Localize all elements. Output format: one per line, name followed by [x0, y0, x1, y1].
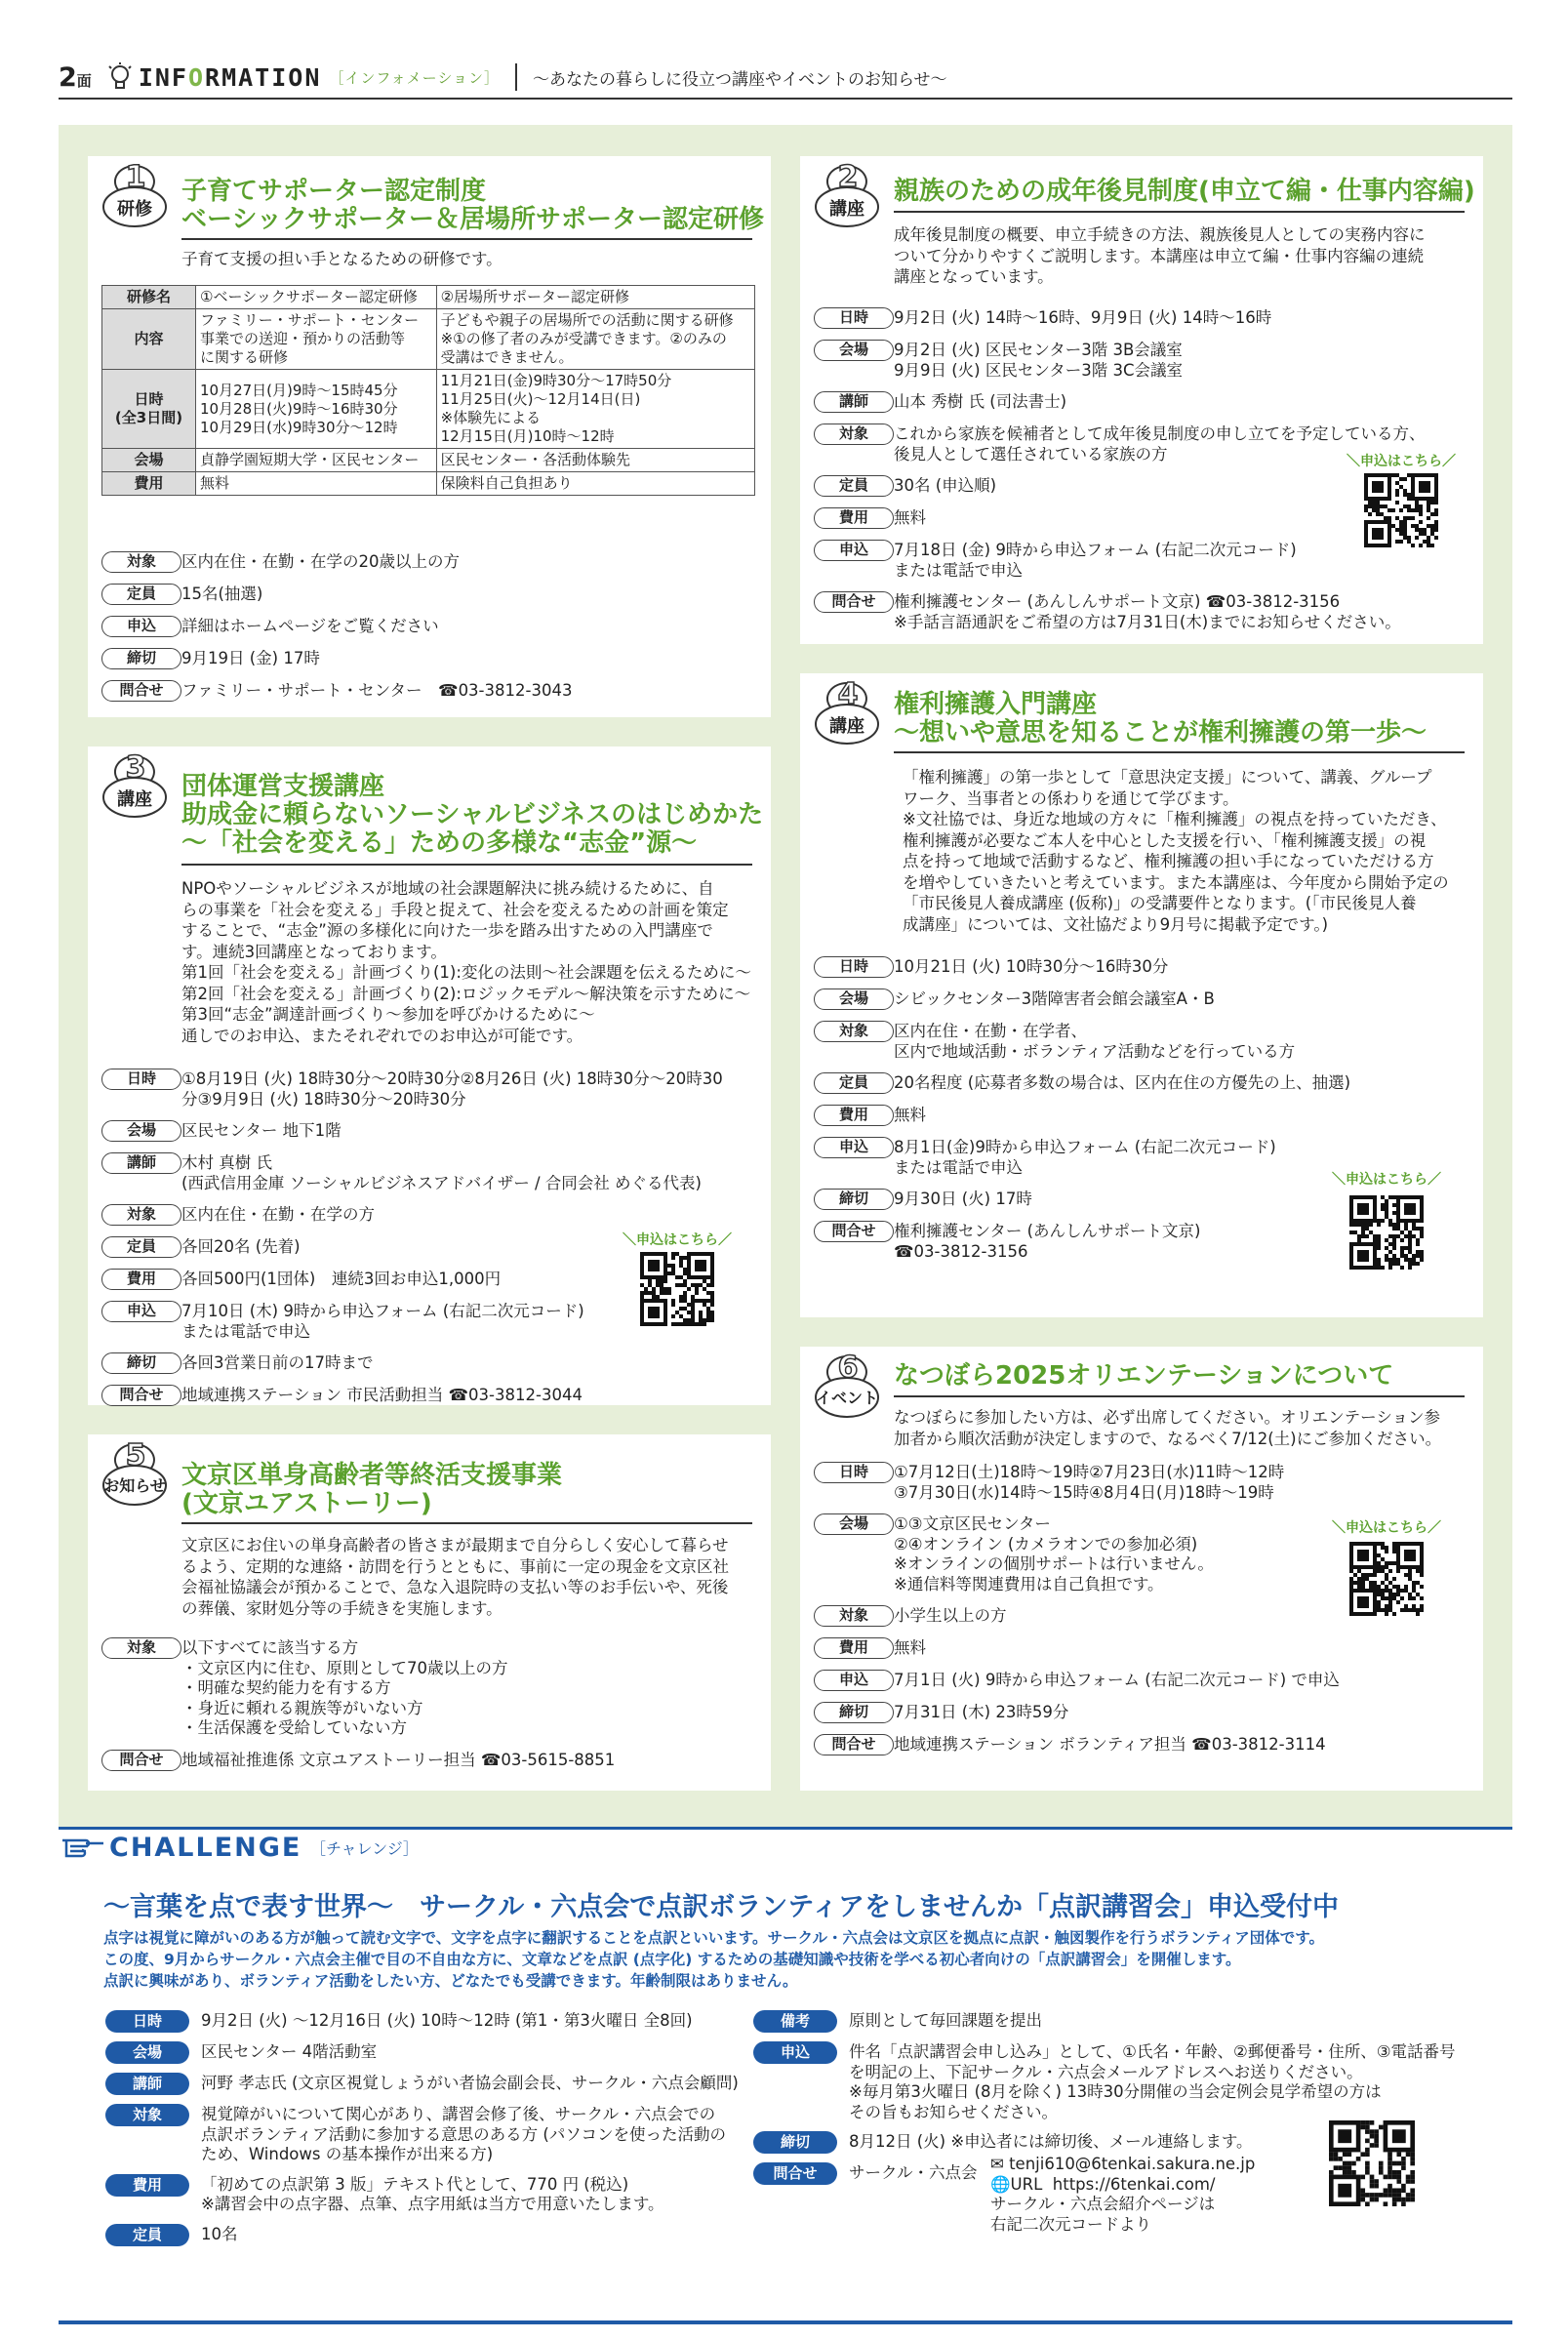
row-label: 日時	[105, 2010, 189, 2033]
row-value: 無料	[894, 508, 926, 527]
row-label: 定員	[814, 475, 894, 497]
row-value: サークル・六点会	[849, 2163, 978, 2182]
challenge-intro: 点字は視覚に障がいのある方が触って読む文字で、文字を点字に翻訳することを点訳といいます。サークル・六点会は文京区を拠点に点訳・触図製作を行うボランティア団体です。 この度、9月からサークル・六点会主催で目の不自由な方に、文章などを点訳 (点字化) するための基礎知識や技術を学べる初心者向けの「点訳講習会」を開催します。 点訳に興味があり、ボランティア活動をしたい方、どなたでも受講できます。年齢制限はありません。	[103, 1929, 1325, 1990]
table-cell: 10月27日(月)9時～15時45分 10月28日(火)9時～16時30分 10月29日(水)9時30分～12時	[196, 370, 437, 449]
row-value: これから家族を候補者として成年後見制度の申し立てを予定している方、 後見人として選任されている家族の方	[894, 424, 1426, 464]
challenge-title: CHALLENGE	[109, 1833, 302, 1863]
row-value: シビックセンター3階障害者会館会議室A・B	[894, 989, 1215, 1008]
row-label: 締切	[814, 1702, 894, 1723]
row-label: 対象	[101, 551, 181, 573]
challenge-kana: ［チャレンジ］	[310, 1839, 419, 1858]
row-label: 会場	[814, 1513, 894, 1535]
row-label: 問合せ	[814, 1734, 894, 1755]
row-label: 定員	[105, 2224, 189, 2246]
table-cell: 11月21日(金)9時30分～17時50分 11月25日(火)～12月14日(日) ※体験先による 12月15日(月)10時～12時	[436, 370, 754, 449]
badge-number: 4	[837, 677, 859, 711]
card-3	[88, 746, 771, 1405]
row-label: 申込	[101, 616, 181, 637]
title-underline	[894, 1395, 1465, 1397]
row-value: 7月18日 (金) 9時から申込フォーム (右記二次元コード) または電話で申込	[894, 541, 1297, 580]
row-label: 会場	[101, 1120, 181, 1142]
card-2	[800, 156, 1483, 644]
row-value: 区内在住・在勤・在学の20歳以上の方	[181, 552, 460, 571]
section-title: INFORMATION	[138, 62, 322, 92]
page-header	[59, 57, 1512, 100]
row-label: 対象	[101, 1204, 181, 1226]
number-badge	[814, 162, 880, 230]
challenge-headline: ～言葉を点で表す世界～ サークル・六点会で点訳ボランティアをしませんか「点訳講習会」申込受付中	[103, 1892, 1340, 1922]
row-value: 9月2日 (火) 14時～16時、9月9日 (火) 14時～16時	[894, 308, 1272, 327]
row-value: 「初めての点訳第 3 版」テキスト代として、770 円 (税込) ※講習会中の点字器、点筆、点字用紙は当方で用意いたします。	[201, 2174, 664, 2213]
badge-number: 6	[837, 1351, 859, 1385]
row-value: ①8月19日 (火) 18時30分～20時30分②8月26日 (火) 18時30分～20時30 分③9月9日 (火) 18時30分～20時30分	[181, 1069, 723, 1109]
row-value: 小学生以上の方	[894, 1606, 1007, 1625]
row-label: 講師	[101, 1152, 181, 1174]
row-label: 定員	[101, 1236, 181, 1258]
badge-category: イベント	[816, 1389, 879, 1407]
table-cell: 貞静学園短期大学・区民センター	[196, 449, 437, 472]
row-label: 申込	[101, 1301, 181, 1322]
row-value: 地域福祉推進係 文京ユアストーリー担当 ☎03-5615-8851	[181, 1750, 616, 1769]
row-label: 対象	[101, 1637, 181, 1659]
section-kana: ［インフォメーション］	[329, 68, 501, 87]
row-value: 9月30日 (火) 17時	[894, 1190, 1032, 1208]
card-intro: 成年後見制度の概要、申立手続きの方法、親族後見人としての実務内容に ついて分かりやすくご説明します。本講座は申立て編・仕事内容編の連続 講座となっています。	[894, 225, 1426, 286]
row-value: 区民センター 4階活動室	[201, 2042, 378, 2061]
card-intro: 「権利擁護」の第一歩として「意思決定支援」について、講義、グループ ワーク、当事者との係わりを通じて学びます。 ※文社協では、身近な地域の方々に「権利擁護」の視点を持っていただき、 権利擁護が必要なご本人を中心とした支援を行い、「権利擁護支援」の視 点を持って地域で活動するなど、権利擁護の担い手になっていただける方 を増やしていきたいと考えています。また本講座は、今年度から開始予定の 「市民後見人養成講座 (仮称)」の受講要件となります。(「市民後見人養 成講座」については、文社協だより9月号に掲載予定です。)	[903, 768, 1449, 934]
row-value: 20名程度 (応募者多数の場合は、区内在住の方優先の上、抽選)	[894, 1073, 1351, 1092]
card-title: 文京区単身高齢者等終活支援事業 (文京ユアストーリー)	[181, 1461, 563, 1518]
qr-label: ＼申込はこちら／	[1347, 454, 1456, 469]
table-cell: 無料	[196, 472, 437, 496]
row-value: 詳細はホームページをご覧ください	[181, 617, 439, 635]
qr-label: ＼申込はこちら／	[1332, 1172, 1441, 1188]
row-value: 権利擁護センター (あんしんサポート文京) ☎03-3812-3156	[894, 1222, 1201, 1261]
row-label: 会場	[105, 2041, 189, 2064]
row-value: 9月2日 (火) 区民センター3階 3B会議室 9月9日 (火) 区民センター3階 3C会議室	[894, 341, 1183, 380]
row-label: 費用	[814, 1637, 894, 1659]
row-value: 8月1日(金)9時から申込フォーム (右記二次元コード) または電話で申込	[894, 1138, 1276, 1177]
training-table	[101, 285, 755, 496]
table-row	[102, 472, 755, 496]
row-label: 日時	[101, 1069, 181, 1090]
row-value: 各回20名 (先着)	[181, 1237, 301, 1256]
badge-category: 研修	[117, 199, 152, 220]
page-number: 2面	[59, 61, 92, 93]
card-1	[88, 156, 771, 717]
row-label: 問合せ	[814, 591, 894, 613]
row-value: 7月31日 (木) 23時59分	[894, 1703, 1069, 1721]
table-cell: ①ベーシックサポーター認定研修	[196, 286, 437, 309]
title-underline	[181, 238, 752, 240]
qr-code-icon[interactable]	[1349, 1542, 1424, 1616]
card-title: 親族のための成年後見制度(申立て編・仕事内容編)	[894, 177, 1475, 206]
table-cell: 会場	[102, 449, 196, 472]
row-value: 原則として毎回課題を提出	[849, 2011, 1042, 2030]
number-badge	[101, 1440, 168, 1509]
row-label: 締切	[814, 1189, 894, 1210]
card-title: 団体運営支援講座 助成金に頼らないソーシャルビジネスのはじめかた ～「社会を変える」ための多様な“志金”源～	[181, 772, 764, 858]
row-value: 各回500円(1団体) 連続3回お申込1,000円	[181, 1270, 502, 1288]
row-label: 定員	[814, 1072, 894, 1094]
row-label: 対象	[814, 1605, 894, 1627]
table-cell: ②居場所サポーター認定研修	[436, 286, 754, 309]
row-label: 対象	[814, 424, 894, 445]
row-label: 費用	[105, 2174, 189, 2197]
table-cell: 区民センター・各活動体験先	[436, 449, 754, 472]
table-cell: 保険料自己負担あり	[436, 472, 754, 496]
badge-number: 1	[125, 160, 146, 194]
row-label: 問合せ	[101, 1750, 181, 1771]
row-label: 締切	[101, 648, 181, 669]
row-label: 申込	[753, 2041, 837, 2064]
title-underline	[894, 211, 1465, 213]
row-value: 7月1日 (火) 9時から申込フォーム (右記二次元コード) で申込	[894, 1671, 1340, 1689]
row-value: 8月12日 (火) ※申込者には締切後、メール連絡します。	[849, 2132, 1253, 2151]
row-label: 日時	[814, 956, 894, 978]
row-value: 山本 秀樹 氏 (司法書士)	[894, 392, 1067, 411]
header-subtitle: ～あなたの暮らしに役立つ講座やイベントのお知らせ～	[533, 69, 947, 90]
row-label: 日時	[814, 307, 894, 329]
badge-category: 講座	[117, 789, 152, 810]
badge-number: 5	[125, 1438, 146, 1473]
card-5	[88, 1434, 771, 1791]
card-4	[800, 673, 1483, 1317]
row-value: 9月19日 (金) 17時	[181, 649, 320, 667]
row-label: 費用	[814, 507, 894, 529]
row-value: 件名「点訳講習会申し込み」として、①氏名・年齢、②郵便番号・住所、③電話番号 を明記の上、下記サークル・六点会メールアドレスへお送りください。 ※毎月第3火曜日 (8月を除く) 13時30分開催の当会定例会見学希望の方は その旨もお知らせください。	[849, 2042, 1456, 2121]
row-value: 地域連携ステーション 市民活動担当 ☎03-3812-3044	[181, 1386, 583, 1404]
card-6	[800, 1347, 1483, 1791]
row-value: 10名	[201, 2224, 238, 2243]
number-badge	[814, 1352, 880, 1421]
qr-label: ＼申込はこちら／	[623, 1232, 732, 1248]
header-divider	[515, 63, 517, 91]
table-cell: 日時 (全3日間)	[102, 370, 196, 449]
row-label: 対象	[105, 2104, 189, 2126]
row-label: 問合せ	[101, 680, 181, 702]
row-value: 視覚障がいについて関心があり、講習会修了後、サークル・六点会での 点訳ボランティア活動に参加する意思のある方 (パソコンを使った活動の ため、Windows の基本操作が出来る方)	[201, 2105, 727, 2163]
row-value: 各回3営業日前の17時まで	[181, 1353, 374, 1372]
row-value: 地域連携ステーション ボランティア担当 ☎03-3812-3114	[894, 1735, 1326, 1754]
number-badge	[814, 679, 880, 747]
row-value: 区内在住・在勤・在学者、 区内で地域活動・ボランティア活動などを行っている方	[894, 1022, 1296, 1061]
row-label: 費用	[101, 1269, 181, 1290]
row-value: 7月10日 (木) 9時から申込フォーム (右記二次元コード) または電話で申込	[181, 1302, 584, 1341]
number-badge	[101, 162, 168, 230]
table-row	[102, 309, 755, 370]
table-row	[102, 449, 755, 472]
row-value: ①7月12日(土)18時～19時②7月23日(水)11時～12時 ③7月30日(水)14時～15時④8月4日(月)18時～19時	[894, 1463, 1285, 1502]
row-label: 問合せ	[753, 2162, 837, 2185]
row-label: 問合せ	[101, 1385, 181, 1406]
row-value: 10月21日 (火) 10時30分～16時30分	[894, 957, 1169, 976]
row-value: 区民センター 地下1階	[181, 1121, 342, 1140]
badge-category: 講座	[829, 199, 864, 220]
row-value: 以下すべてに該当する方 ・文京区内に住む、原則として70歳以上の方 ・明確な契約能力を有する方 ・身近に頼れる親族等がいない方 ・生活保護を受給していない方	[181, 1638, 508, 1737]
row-label: 会場	[814, 340, 894, 361]
table-cell: 研修名	[102, 286, 196, 309]
row-value: ファミリー・サポート・センター ☎03-3812-3043	[181, 681, 573, 700]
qr-label: ＼申込はこちら／	[1332, 1520, 1441, 1536]
row-label: 定員	[101, 584, 181, 605]
table-cell: ファミリー・サポート・センター 事業での送迎・預かりの活動等 に関する研修	[196, 309, 437, 370]
card-title: 子育てサポーター認定制度 ベーシックサポーター＆居場所サポーター認定研修	[181, 177, 764, 234]
table-cell: 費用	[102, 472, 196, 496]
title-underline	[181, 1522, 752, 1524]
badge-category: お知らせ	[103, 1476, 166, 1495]
qr-code-icon[interactable]	[1349, 1195, 1424, 1270]
row-label: 費用	[814, 1105, 894, 1126]
row-value: 木村 真樹 氏 (西武信用金庫 ソーシャルビジネスアドバイザー / 合同会社 めぐる代表)	[181, 1153, 702, 1192]
card-intro: なつぼらに参加したい方は、必ず出席してください。オリエンテーション参 加者から順次活動が決定しますので、なるべく7/12(土)にご参加ください。	[894, 1408, 1442, 1448]
row-label: 申込	[814, 1670, 894, 1691]
card-intro: 子育て支援の担い手となるための研修です。	[181, 250, 503, 268]
row-label: 申込	[814, 540, 894, 561]
table-cell: 内容	[102, 309, 196, 370]
row-value: 30名 (申込順)	[894, 476, 997, 495]
card-title: なつぼら2025オリエンテーションについて	[894, 1361, 1394, 1391]
pointing-hand-icon	[60, 1833, 105, 1860]
card-intro: NPOやソーシャルビジネスが地域の社会課題解決に挑み続けるために、自 らの事業を「社会を変える」手段と捉えて、社会を変えるための計画を策定 することで、“志金”源の多様化に向けた一歩を踏み出すための入門講座で す。連続3回講座となっております。 第1回「社会を変える」計画づくり(1):変化の法則～社会課題を伝えるために～ 第2回「社会を変える」計画づくり(2):ロジックモデル～解決策を示すために～ 第3回“志金”調達計画づくり～参加を呼びかけるために～ 通しでのお申込、またそれぞれでのお申込が可能です。	[181, 879, 751, 1045]
qr-code-icon[interactable]	[1364, 473, 1438, 547]
row-label: 問合せ	[814, 1221, 894, 1242]
row-value: 河野 孝志氏 (文京区視覚しょうがい者協会副会長、サークル・六点会顧問)	[201, 2074, 739, 2092]
badge-category: 講座	[829, 716, 864, 737]
table-row	[102, 370, 755, 449]
row-label: 備考	[753, 2010, 837, 2033]
title-underline	[894, 751, 1465, 753]
row-value: 15名(抽選)	[181, 585, 263, 603]
row-value: 権利擁護センター (あんしんサポート文京) ☎03-3812-3156 ※手話言語通訳をご希望の方は7月31日(木)までにお知らせください。	[894, 592, 1401, 631]
number-badge	[101, 752, 168, 821]
card-intro: 文京区にお住いの単身高齢者の皆さまが最期まで自分らしく安心して暮らせ るよう、定期的な連絡・訪問を行うとともに、事前に一定の現金を文京区社 会福祉協議会が預かることで、急な入退院時の支払い等のお手伝いや、死後 の葬儀、家財処分等の手続きを実施します。	[181, 1536, 729, 1618]
row-label: 締切	[101, 1352, 181, 1374]
row-value: ①③文京区民センター ②④オンライン (カメラオンでの参加必須) ※オンラインの個別サポートは行いません。 ※通信料等関連費用は自己負担です。	[894, 1514, 1214, 1594]
row-label: 会場	[814, 988, 894, 1010]
table-row	[102, 286, 755, 309]
row-label: 対象	[814, 1021, 894, 1042]
card-title: 権利擁護入門講座 ～想いや意思を知ることが権利擁護の第一歩～	[894, 690, 1427, 747]
row-label: 日時	[814, 1462, 894, 1483]
row-label: 申込	[814, 1137, 894, 1158]
challenge-contact: ✉ tenji610@6tenkai.sakura.ne.jp 🌐URL https://6tenkai.com/ サークル・六点会紹介ページは 右記二次元コードより	[990, 2155, 1256, 2234]
row-value: 無料	[894, 1638, 926, 1657]
qr-code-icon[interactable]	[640, 1252, 714, 1326]
row-label: 講師	[814, 391, 894, 413]
row-value: 区内在住・在勤・在学の方	[181, 1205, 375, 1224]
title-underline	[181, 864, 752, 866]
lightbulb-icon	[107, 62, 133, 92]
badge-number: 2	[837, 160, 859, 194]
qr-code-icon[interactable]	[1329, 2120, 1415, 2206]
row-value: 無料	[894, 1106, 926, 1124]
badge-number: 3	[125, 750, 146, 785]
row-label: 講師	[105, 2073, 189, 2095]
row-label: 締切	[753, 2131, 837, 2154]
table-cell: 子どもや親子の居場所での活動に関する研修 ※①の修了者のみが受講できます。②のみの 受講はできません。	[436, 309, 754, 370]
row-value: 9月2日 (火) ～12月16日 (火) 10時～12時 (第1・第3火曜日 全8回)	[201, 2011, 693, 2030]
